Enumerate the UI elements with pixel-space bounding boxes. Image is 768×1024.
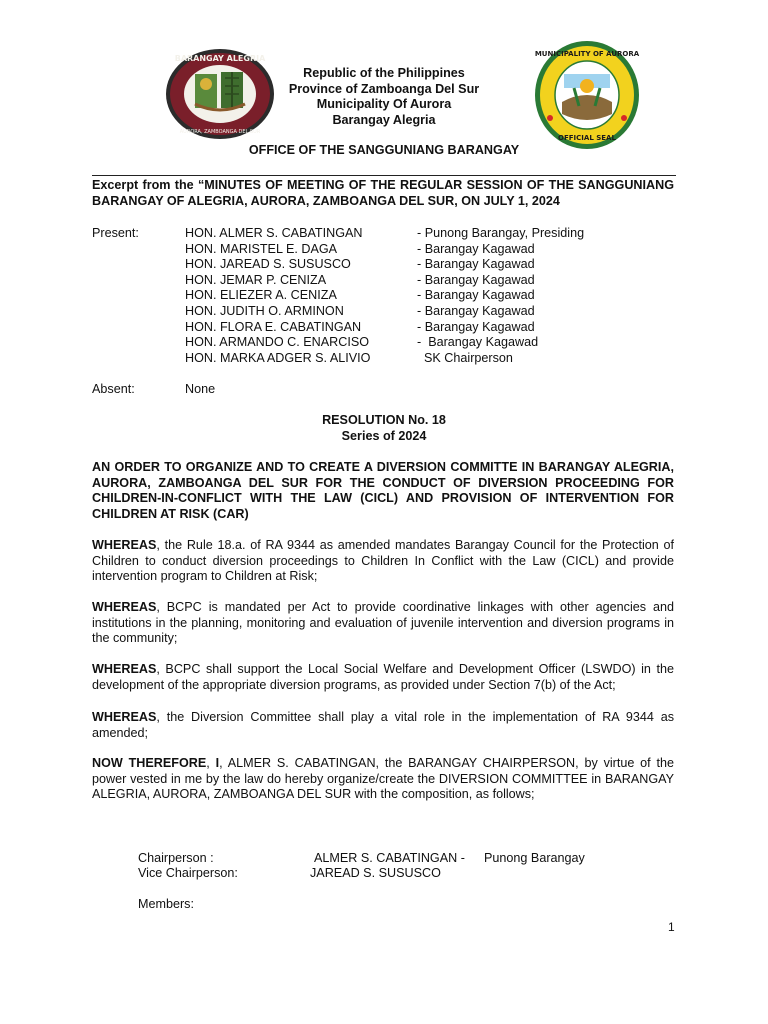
member-name: HON. MARISTEL E. DAGA — [185, 241, 338, 256]
whereas-clause — [92, 662, 674, 693]
member-name: HON. MARKA ADGER S. ALIVIO — [185, 350, 371, 365]
header-line-municipality: Municipality Of Aurora — [316, 97, 452, 112]
header-line-barangay: Barangay Alegria — [332, 112, 436, 127]
member-role: - Barangay Kagawad — [417, 335, 539, 350]
member-role: - Barangay Kagawad — [417, 288, 535, 303]
header-divider — [92, 175, 676, 176]
whereas-lead: WHEREAS — [92, 662, 157, 676]
vice-chairperson-name: JAREAD S. SUSUSCO — [310, 866, 441, 880]
member-role: - Barangay Kagawad — [417, 241, 535, 256]
member-role: - Barangay Kagawad — [417, 257, 535, 272]
member-name: HON. FLORA E. CABATINGAN — [185, 319, 362, 334]
member-name: HON. ARMANDO C. ENARCISO — [185, 335, 370, 350]
member-name: HON. ALMER S. CABATINGAN — [185, 226, 363, 240]
whereas-clause — [92, 538, 674, 585]
roster-row — [185, 226, 685, 242]
resolution-number: RESOLUTION No. 18 — [322, 413, 446, 427]
roster-row — [185, 273, 685, 289]
letterhead — [230, 66, 538, 128]
svg-text:OFFICIAL SEAL: OFFICIAL SEAL — [558, 134, 616, 142]
whereas-text: , BCPC is mandated per Act to provide coordinative linkages with other agencies and institutions in the planning, monitoring and evaluation of juvenile intervention and diversion programs in the community; — [92, 600, 674, 646]
chairperson-role: Punong Barangay — [484, 851, 585, 865]
member-name: HON. JAREAD S. SUSUSCO — [185, 257, 351, 272]
whereas-lead: WHEREAS — [92, 538, 157, 552]
roster-row — [185, 242, 685, 258]
office-title: OFFICE OF THE SANGGUNIANG BARANGAY — [248, 143, 520, 157]
resolution-series: Series of 2024 — [341, 428, 427, 443]
now-therefore-clause — [92, 756, 674, 803]
now-therefore-text: , ALMER S. CABATINGAN, the BARANGAY CHAIRPERSON, by virtue of the power vested in me by the law do hereby organize/create the DIVERSION COMMITTEE in BARANGAY ALEGRIA, AURORA, ZAMBOANGA DEL SUR with the composition, as follows; — [92, 756, 674, 802]
roster-row — [185, 351, 685, 367]
whereas-text: , the Rule 18.a. of RA 9344 as amended mandates Barangay Council for the Protection of Children to conduct diversion proceedings to Children In Conflict with the Law (CICL) and provide intervention program to Children at Risk; — [92, 538, 674, 584]
member-role: - Barangay Kagawad — [417, 303, 535, 318]
members-label: Members: — [138, 897, 194, 911]
member-role: - Punong Barangay, Presiding — [417, 226, 585, 240]
member-name: HON. JUDITH O. ARMINON — [185, 303, 344, 318]
svg-text:MUNICIPALITY OF AURORA: MUNICIPALITY OF AURORA — [534, 50, 640, 58]
chairperson-label: Chairperson : — [138, 851, 214, 865]
chairperson-name: ALMER S. CABATINGAN - — [314, 851, 465, 865]
absent-value: None — [185, 382, 216, 396]
roster-row — [185, 304, 685, 320]
municipality-of-aurora-seal-icon — [534, 40, 640, 150]
svg-text:AURORA, ZAMBOANGA DEL SUR: AURORA, ZAMBOANGA DEL SUR — [179, 129, 261, 135]
whereas-lead: WHEREAS — [92, 710, 157, 724]
vice-chairperson-label: Vice Chairperson: — [138, 866, 238, 880]
member-name: HON. JEMAR P. CENIZA — [185, 272, 327, 287]
whereas-clause — [92, 710, 674, 741]
resolution-heading — [92, 413, 676, 444]
now-therefore-pronoun: I — [215, 756, 220, 770]
roster-row — [185, 335, 685, 351]
now-therefore-lead: NOW THEREFORE — [92, 756, 207, 770]
page-number: 1 — [668, 920, 675, 934]
svg-text:BARANGAY ALEGRIA: BARANGAY ALEGRIA — [174, 54, 266, 63]
roster-row — [185, 257, 685, 273]
whereas-lead: WHEREAS — [92, 600, 157, 614]
order-title: AN ORDER TO ORGANIZE AND TO CREATE A DIVERSION COMMITTE IN BARANGAY ALEGRIA, AURORA, ZAMBOANGA DEL SUR FOR THE CONDUCT OF DIVERSION PROCEEDING FOR CHILDREN-IN-CONFLICT WITH THE LAW (CICL) AND PROVISION OF INTERVENTION FOR CHILDREN AT RISK (CAR) — [92, 460, 674, 521]
header-line-republic: Republic of the Philippines — [303, 66, 465, 80]
header-line-province: Province of Zamboanga Del Sur — [288, 81, 480, 96]
member-role: - Barangay Kagawad — [417, 272, 535, 287]
member-name: HON. ELIEZER A. CENIZA — [185, 288, 337, 303]
member-role: SK Chairperson — [417, 350, 513, 365]
now-therefore-sep: , — [206, 756, 216, 770]
minutes-excerpt: Excerpt from the “MINUTES OF MEETING OF THE REGULAR SESSION OF THE SANGGUNIANG BARANGAY OF ALEGRIA, AURORA, ZAMBOANGA DEL SUR, ON JULY 1, 2024 — [92, 178, 674, 208]
absent-label: Absent: — [92, 382, 135, 396]
whereas-clause — [92, 600, 674, 647]
member-role: - Barangay Kagawad — [417, 319, 535, 334]
roster-row — [185, 288, 685, 304]
whereas-text: , BCPC shall support the Local Social Welfare and Development Officer (LSWDO) in the development of the appropriate diversion programs, as provided under Section 7(b) of the Act; — [92, 662, 674, 692]
whereas-text: , the Diversion Committee shall play a vital role in the implementation of RA 9344 as amended; — [92, 710, 674, 740]
roster-row — [185, 320, 685, 336]
attendance-roster — [185, 226, 685, 366]
present-label: Present: — [92, 226, 139, 240]
